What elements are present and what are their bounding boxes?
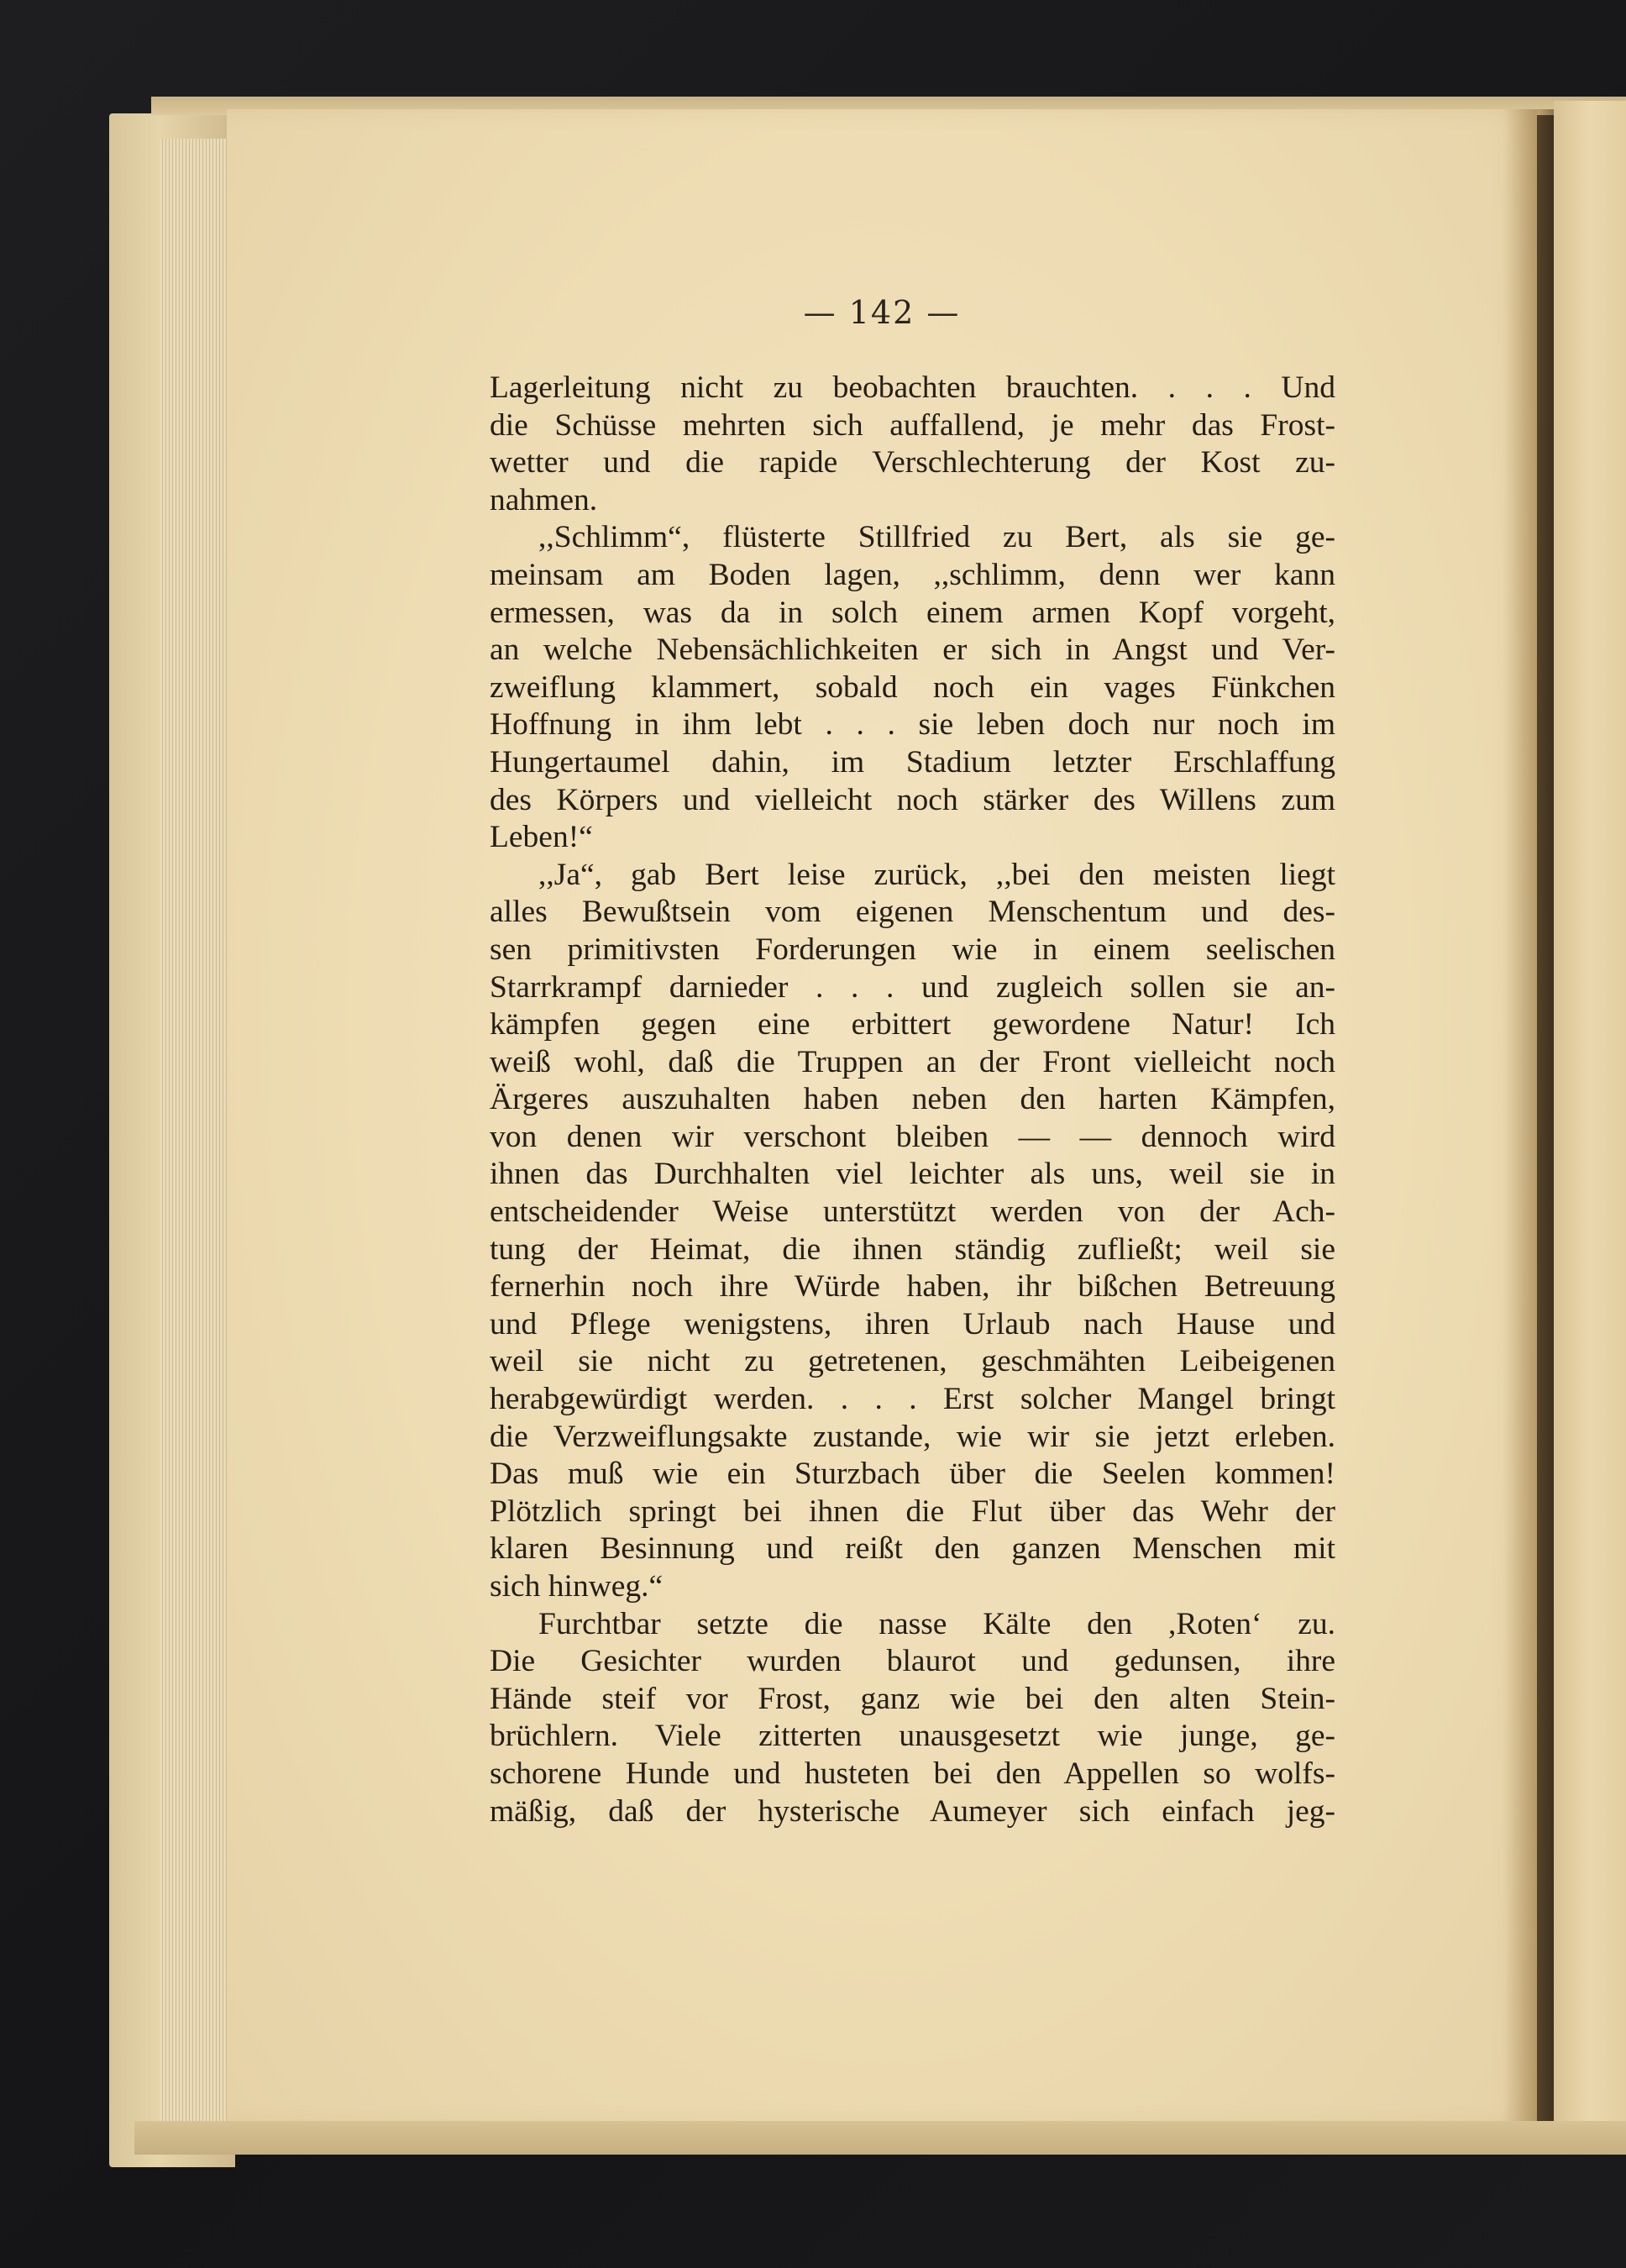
text-line: sich hinweg.“	[490, 1569, 664, 1604]
text-line: an welche Nebensächlichkeiten er sich in Angst und Ver-	[490, 633, 1335, 668]
text-line: herabgewürdigt werden. . . . Erst solcher Mangel bringt	[490, 1382, 1335, 1417]
text-line: wetter und die rapide Verschlechterung der Kost zu-	[490, 445, 1335, 480]
text-line: Starrkrampf darnieder . . . und zugleich sollen sie an-	[490, 969, 1335, 1005]
text-line: meinsam am Boden lagen, ,,schlimm, denn wer kann	[490, 557, 1335, 592]
text-line: entscheidender Weise unterstützt werden von der Ach-	[490, 1194, 1335, 1230]
text-line: von denen wir verschont bleiben — — dennoch wird	[490, 1119, 1335, 1154]
text-line: Das muß wie ein Sturzbach über die Seelen kommen!	[490, 1457, 1335, 1492]
text-line: ihnen das Durchhalten viel leichter als uns, weil sie in	[490, 1157, 1335, 1192]
text-line: mäßig, daß der hysterische Aumeyer sich einfach jeg-	[490, 1793, 1335, 1829]
text-line: sen primitivsten Forderungen wie in einem seelischen	[490, 932, 1335, 967]
text-line: weil sie nicht zu getretenen, geschmähten Leibeigenen	[490, 1344, 1335, 1379]
text-line: ,,Ja“, gab Bert leise zurück, ,,bei den meisten liegt	[538, 857, 1335, 892]
text-line: die Schüsse mehrten sich auffallend, je mehr das Frost-	[490, 407, 1335, 443]
text-line: weiß wohl, daß die Truppen an der Front vielleicht noch	[490, 1044, 1335, 1079]
text-line: alles Bewußtsein vom eigenen Menschentum und des-	[490, 895, 1335, 930]
text-line: Plötzlich springt bei ihnen die Flut über das Wehr der	[490, 1494, 1335, 1529]
text-line: die Verzweiflungsakte zustande, wie wir sie jetzt erleben.	[490, 1419, 1335, 1454]
text-line: Ärgeres auszuhalten haben neben den harten Kämpfen,	[490, 1082, 1335, 1117]
text-line: Hoffnung in ihm lebt . . . sie leben doch nur noch im	[490, 707, 1335, 743]
text-line: zweiflung klammert, sobald noch ein vages Fünkchen	[490, 669, 1335, 705]
text-line: ,,Schlimm“, flüsterte Stillfried zu Bert, als sie ge-	[538, 520, 1335, 555]
text-line: und Pflege wenigstens, ihren Urlaub nach Hause und	[490, 1306, 1335, 1341]
text-line: Leben!“	[490, 820, 593, 855]
text-line: Furchtbar setzte die nasse Kälte den ,Roten‘ zu.	[538, 1606, 1335, 1641]
text-line: tung der Heimat, die ihnen ständig zufließt; weil sie	[490, 1231, 1335, 1267]
text-line: schorene Hunde und husteten bei den Appellen so wolfs-	[490, 1756, 1335, 1791]
page-block-edges	[160, 139, 235, 2121]
body-text	[490, 370, 1335, 1830]
text-line: Hungertaumel dahin, im Stadium letzter Erschlaffung	[490, 744, 1335, 780]
page-number: — 142 —	[803, 294, 961, 331]
text-line: fernerhin noch ihre Würde haben, ihr bißchen Betreuung	[490, 1269, 1335, 1305]
text-line: ermessen, was da in solch einem armen Kopf vorgeht,	[490, 595, 1335, 630]
text-line: Hände steif vor Frost, ganz wie bei den alten Stein-	[490, 1681, 1335, 1716]
text-line: brüchlern. Viele zitterten unausgesetzt wie junge, ge-	[490, 1719, 1335, 1754]
text-line: klaren Besinnung und reißt den ganzen Menschen mit	[490, 1531, 1335, 1567]
text-line: des Körpers und vielleicht noch stärker des Willens zum	[490, 782, 1335, 817]
text-line: Die Gesichter wurden blaurot und gedunsen, ihre	[490, 1644, 1335, 1679]
page-gutter-shadow	[1503, 109, 1554, 2125]
text-line: nahmen.	[490, 482, 598, 517]
right-page-edge	[1554, 101, 1626, 2134]
text-line: kämpfen gegen eine erbittert gewordene Natur! Ich	[490, 1007, 1335, 1042]
book-bottom-edge	[134, 2121, 1626, 2155]
text-line: Lagerleitung nicht zu beobachten brauchten. . . . Und	[490, 370, 1335, 405]
